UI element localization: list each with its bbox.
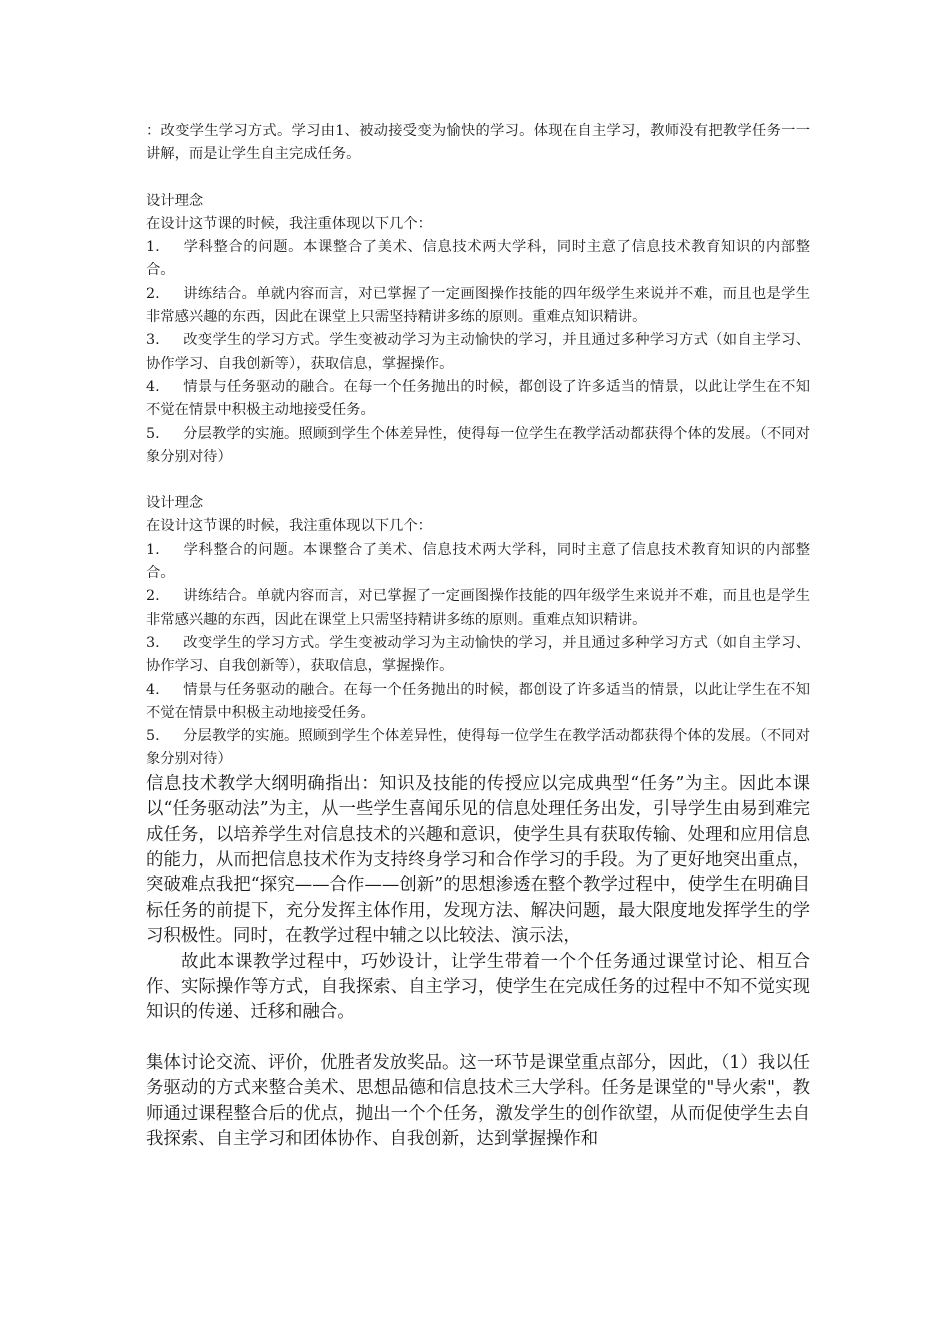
list-number: 1. xyxy=(146,541,160,558)
list-text: 改变学生的学习方式。学生变被动学习为主动愉快的学习，并且通过多种学习方式（如自主学习、协作学习、自我创新等），获取信息，掌握操作。 xyxy=(146,332,810,372)
list-number: 3. xyxy=(146,634,160,651)
list-text: 分层教学的实施。照顾到学生个体差异性，使得每一位学生在教学活动都获得个体的发展。（不同对象分别对待） xyxy=(146,425,810,465)
body-text-block xyxy=(146,772,810,1153)
list-number: 3. xyxy=(146,332,160,349)
list-text: 改变学生的学习方式。学生变被动学习为主动愉快的学习，并且通过多种学习方式（如自主学习、协作学习、自我创新等），获取信息，掌握操作。 xyxy=(146,634,810,675)
list-item xyxy=(146,539,810,586)
list-item xyxy=(146,423,810,470)
list-number: 2. xyxy=(146,588,160,605)
list-item xyxy=(146,329,810,376)
section-lead: 在设计这节课的时候，我注重体现以下几个： xyxy=(146,215,432,232)
list-item xyxy=(146,376,810,423)
list-item xyxy=(146,283,810,330)
list-item xyxy=(146,585,810,632)
list-text: 学科整合的问题。本课整合了美术、信息技术两大学科，同时主意了信息技术教育知识的内部整合。 xyxy=(146,239,810,279)
list-number: 1. xyxy=(146,239,160,256)
list-item xyxy=(146,679,810,726)
list-number: 4. xyxy=(146,378,160,395)
list-text: 分层教学的实施。照顾到学生个体差异性，使得每一位学生在教学活动都获得个体的发展。（不同对象分别对待） xyxy=(146,728,810,768)
guideline-paragraph: 信息技术教学大纲明确指出：知识及技能的传授应以完成典型“任务”为主。因此本课以“任务驱动法”为主，从一些学生喜闻乐见的信息处理任务出发，引导学生由易到难完成任务，以培养学生对信息技术的兴趣和意识，使学生具有获取传输、处理和应用信息的能力，从而把信息技术作为支持终身学习和合作学习的手段。为了更好地突出重点，突破难点我把“探究——合作——创新”的思想渗透在整个教学过程中，使学生在明确目标任务的前提下，充分发挥主体作用，发现方法、解决问题，最大限度地发挥学生的学习积极性。同时，在教学过程中辅之以比较法、演示法， xyxy=(146,773,810,947)
list-number: 5. xyxy=(146,728,160,745)
document-page xyxy=(146,120,810,1152)
section-heading: 设计理念 xyxy=(146,192,204,209)
list-item xyxy=(146,632,810,679)
design-concept-section-2 xyxy=(146,492,810,772)
list-text: 情景与任务驱动的融合。在每一个任务抛出的时候，都创设了许多适当的情景，以此让学生在不知不觉在情景中积极主动地接受任务。 xyxy=(146,378,810,419)
list-text: 情景与任务驱动的融合。在每一个任务抛出的时候，都创设了许多适当的情景，以此让学生在不知不觉在情景中积极主动地接受任务。 xyxy=(146,681,810,721)
list-text: 讲练结合。单就内容而言，对已掌握了一定画图操作技能的四年级学生来说并不难，而且也是学生非常感兴趣的东西，因此在课堂上只需坚持精讲多练的原则。重难点知识精讲。 xyxy=(146,285,810,326)
list-number: 4. xyxy=(146,681,160,698)
blank-line xyxy=(146,1026,810,1051)
list-item xyxy=(146,236,810,283)
intro-block xyxy=(146,120,810,167)
section-lead: 在设计这节课的时候，我注重体现以下几个： xyxy=(146,518,432,535)
process-paragraph: 故此本课教学过程中，巧妙设计，让学生带着一个个任务通过课堂讨论、相互合作、实际操作等方式，自我探索、自主学习，使学生在完成任务的过程中不知不觉实现知识的传递、迁移和融合。 xyxy=(146,951,810,1023)
list-text: 学科整合的问题。本课整合了美术、信息技术两大学科，同时主意了信息技术教育知识的内部整合。 xyxy=(146,541,810,582)
section-heading: 设计理念 xyxy=(146,495,204,512)
list-number: 2. xyxy=(146,285,160,302)
list-text: 讲练结合。单就内容而言，对已掌握了一定画图操作技能的四年级学生来说并不难，而且也是学生非常感兴趣的东西，因此在课堂上只需坚持精讲多练的原则。重难点知识精讲。 xyxy=(146,588,810,628)
discussion-paragraph: 集体讨论交流、评价，优胜者发放奖品。这一环节是课堂重点部分，因此，（1）我以任务驱动的方式来整合美术、思想品德和信息技术三大学科。任务是课堂的"导火索"，教师通过课程整合后的优点，抛出一个个任务，激发学生的创作欲望，从而促使学生去自我探索、自主学习和团体协作、自我创新，达到掌握操作和 xyxy=(146,1052,810,1149)
list-item xyxy=(146,725,810,772)
blank-line xyxy=(146,469,810,492)
blank-line xyxy=(146,167,810,190)
intro-paragraph: ：改变学生学习方式。学习由1、被动接受变为愉快的学习。体现在自主学习，教师没有把教学任务一一讲解，而是让学生自主完成任务。 xyxy=(146,123,810,163)
list-number: 5. xyxy=(146,425,160,442)
design-concept-section-1 xyxy=(146,190,810,470)
